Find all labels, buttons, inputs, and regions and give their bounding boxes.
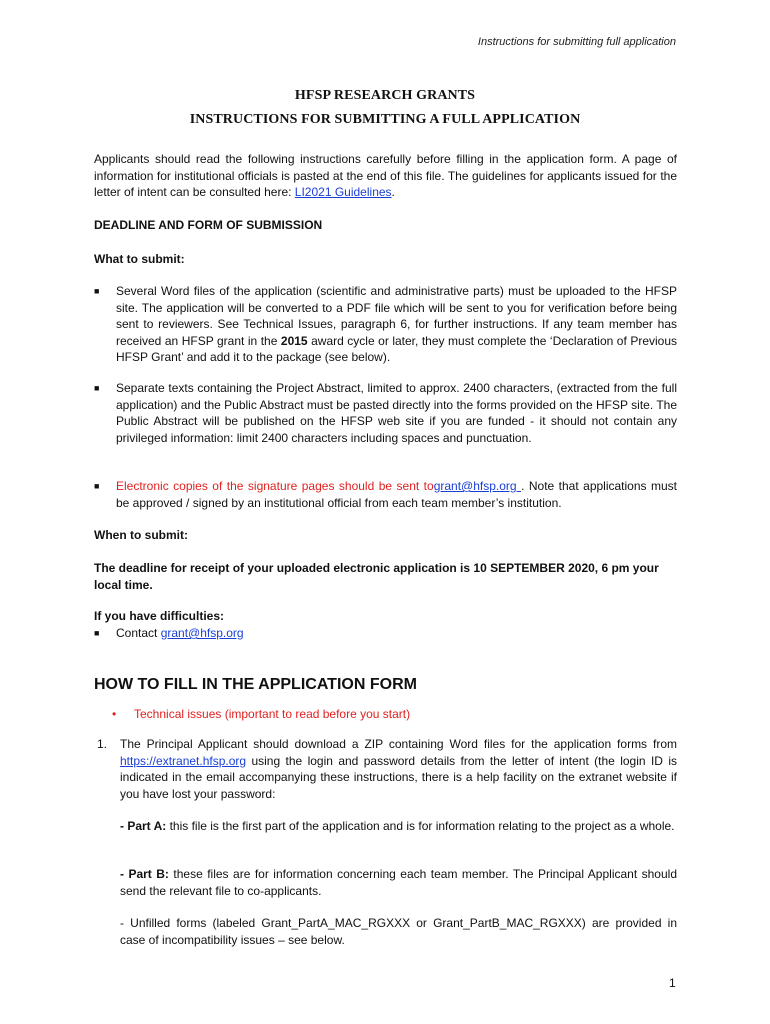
guidelines-link[interactable]: LI2021 Guidelines bbox=[294, 185, 392, 199]
square-bullet-icon: ■ bbox=[94, 628, 100, 638]
square-bullet-icon: ■ bbox=[94, 286, 100, 296]
technical-issues-label: Technical issues (important to read before you start) bbox=[134, 707, 411, 721]
item1-text: The Principal Applicant should download a ZIP containing Word files for the application forms from bbox=[120, 737, 677, 751]
list-item bbox=[94, 380, 677, 446]
item-number: 1. bbox=[97, 737, 108, 751]
contact-email-link[interactable]: grant@hfsp.org bbox=[160, 626, 244, 640]
part-b-text: these files are for information concerning each team member. The Principal Applicant should send the relevant file to co-applicants. bbox=[120, 867, 677, 898]
bullet3-text-end: . Note that applications must be approved / signed by an institutional official from each team member’s institution. bbox=[116, 479, 677, 510]
list-item bbox=[94, 283, 677, 366]
list-item bbox=[94, 625, 677, 642]
grant-email-link[interactable]: grant@hfsp.org bbox=[433, 479, 522, 493]
deadline-heading: DEADLINE AND FORM OF SUBMISSION bbox=[94, 218, 323, 232]
deadline-statement: The deadline for receipt of your uploaded electronic application is 10 SEPTEMBER 2020, 6 pm your local time. bbox=[94, 561, 659, 592]
section-heading: HOW TO FILL IN THE APPLICATION FORM bbox=[94, 676, 417, 693]
technical-issues-item[interactable] bbox=[112, 707, 410, 721]
intro-text: Applicants should read the following instructions carefully before filling in the application form. A page of information for institutional officials is pasted at the end of this file. The guidelines for applicants issued for the letter of intent can be consulted here: bbox=[94, 152, 677, 199]
extranet-link[interactable]: https://extranet.hfsp.org bbox=[120, 753, 247, 768]
contact-text: Contact bbox=[116, 626, 161, 640]
part-a-text: this file is the first part of the application and is for information relating to the project as a whole. bbox=[166, 819, 675, 833]
intro-end: . bbox=[391, 185, 395, 199]
part-b-label: - Part B: bbox=[120, 867, 169, 881]
part-a-label: - Part A: bbox=[120, 819, 167, 833]
page-number: 1 bbox=[669, 976, 676, 990]
list-item bbox=[94, 478, 677, 511]
bullet2-text: Separate texts containing the Project Abstract, limited to approx. 2400 characters, (extracted from the full application) and the Public Abstract must be pasted directly into the forms provided on the HFSP site. The Public Abstract will be published on the HFSP web site if you are funded - it should not contain any privileged information: limit 2400 characters including spaces and punctuation. bbox=[116, 381, 677, 445]
running-header: Instructions for submitting full application bbox=[477, 36, 676, 48]
unfilled-forms-paragraph: - Unfilled forms (labeled Grant_PartA_MAC_RGXXX or Grant_PartB_MAC_RGXXX) are provided in case of incompatibility issues – see below. bbox=[120, 916, 677, 947]
bullet1-text-end: award cycle or later, they must complete the ‘Declaration of Previous HFSP Grant’ and add it to the package (see below). bbox=[116, 333, 677, 364]
document-title: HFSP RESEARCH GRANTS bbox=[294, 88, 476, 103]
what-to-submit-label: What to submit: bbox=[94, 252, 185, 266]
part-b-paragraph bbox=[120, 866, 677, 899]
part-a-paragraph bbox=[120, 818, 677, 835]
square-bullet-icon: ■ bbox=[94, 481, 100, 491]
when-to-submit-label: When to submit: bbox=[94, 528, 188, 542]
signature-pages-notice: Electronic copies of the signature pages should be sent to bbox=[116, 479, 434, 493]
round-bullet-icon: • bbox=[112, 707, 117, 721]
numbered-item-1 bbox=[94, 736, 677, 802]
square-bullet-icon: ■ bbox=[94, 383, 100, 393]
difficulties-label: If you have difficulties: bbox=[94, 609, 225, 623]
document-subtitle: INSTRUCTIONS FOR SUBMITTING A FULL APPLICATION bbox=[189, 112, 581, 127]
intro-paragraph bbox=[94, 151, 677, 201]
bullet1-text: Several Word files of the application (scientific and administrative parts) must be uploaded to the HFSP site. The application will be converted to a PDF file which will be sent to you for verification before being sent to reviewers. See Technical Issues, paragraph 6, for further instructions. If any team member has received an HFSP grant in the bbox=[116, 284, 677, 348]
item1-text-end: using the login and password details from the letter of intent (the login ID is indicated in the email accompanying these instructions, there is a help facility on the extranet website if you have lost your password: bbox=[120, 753, 677, 801]
bullet1-year: 2015 bbox=[280, 333, 308, 348]
